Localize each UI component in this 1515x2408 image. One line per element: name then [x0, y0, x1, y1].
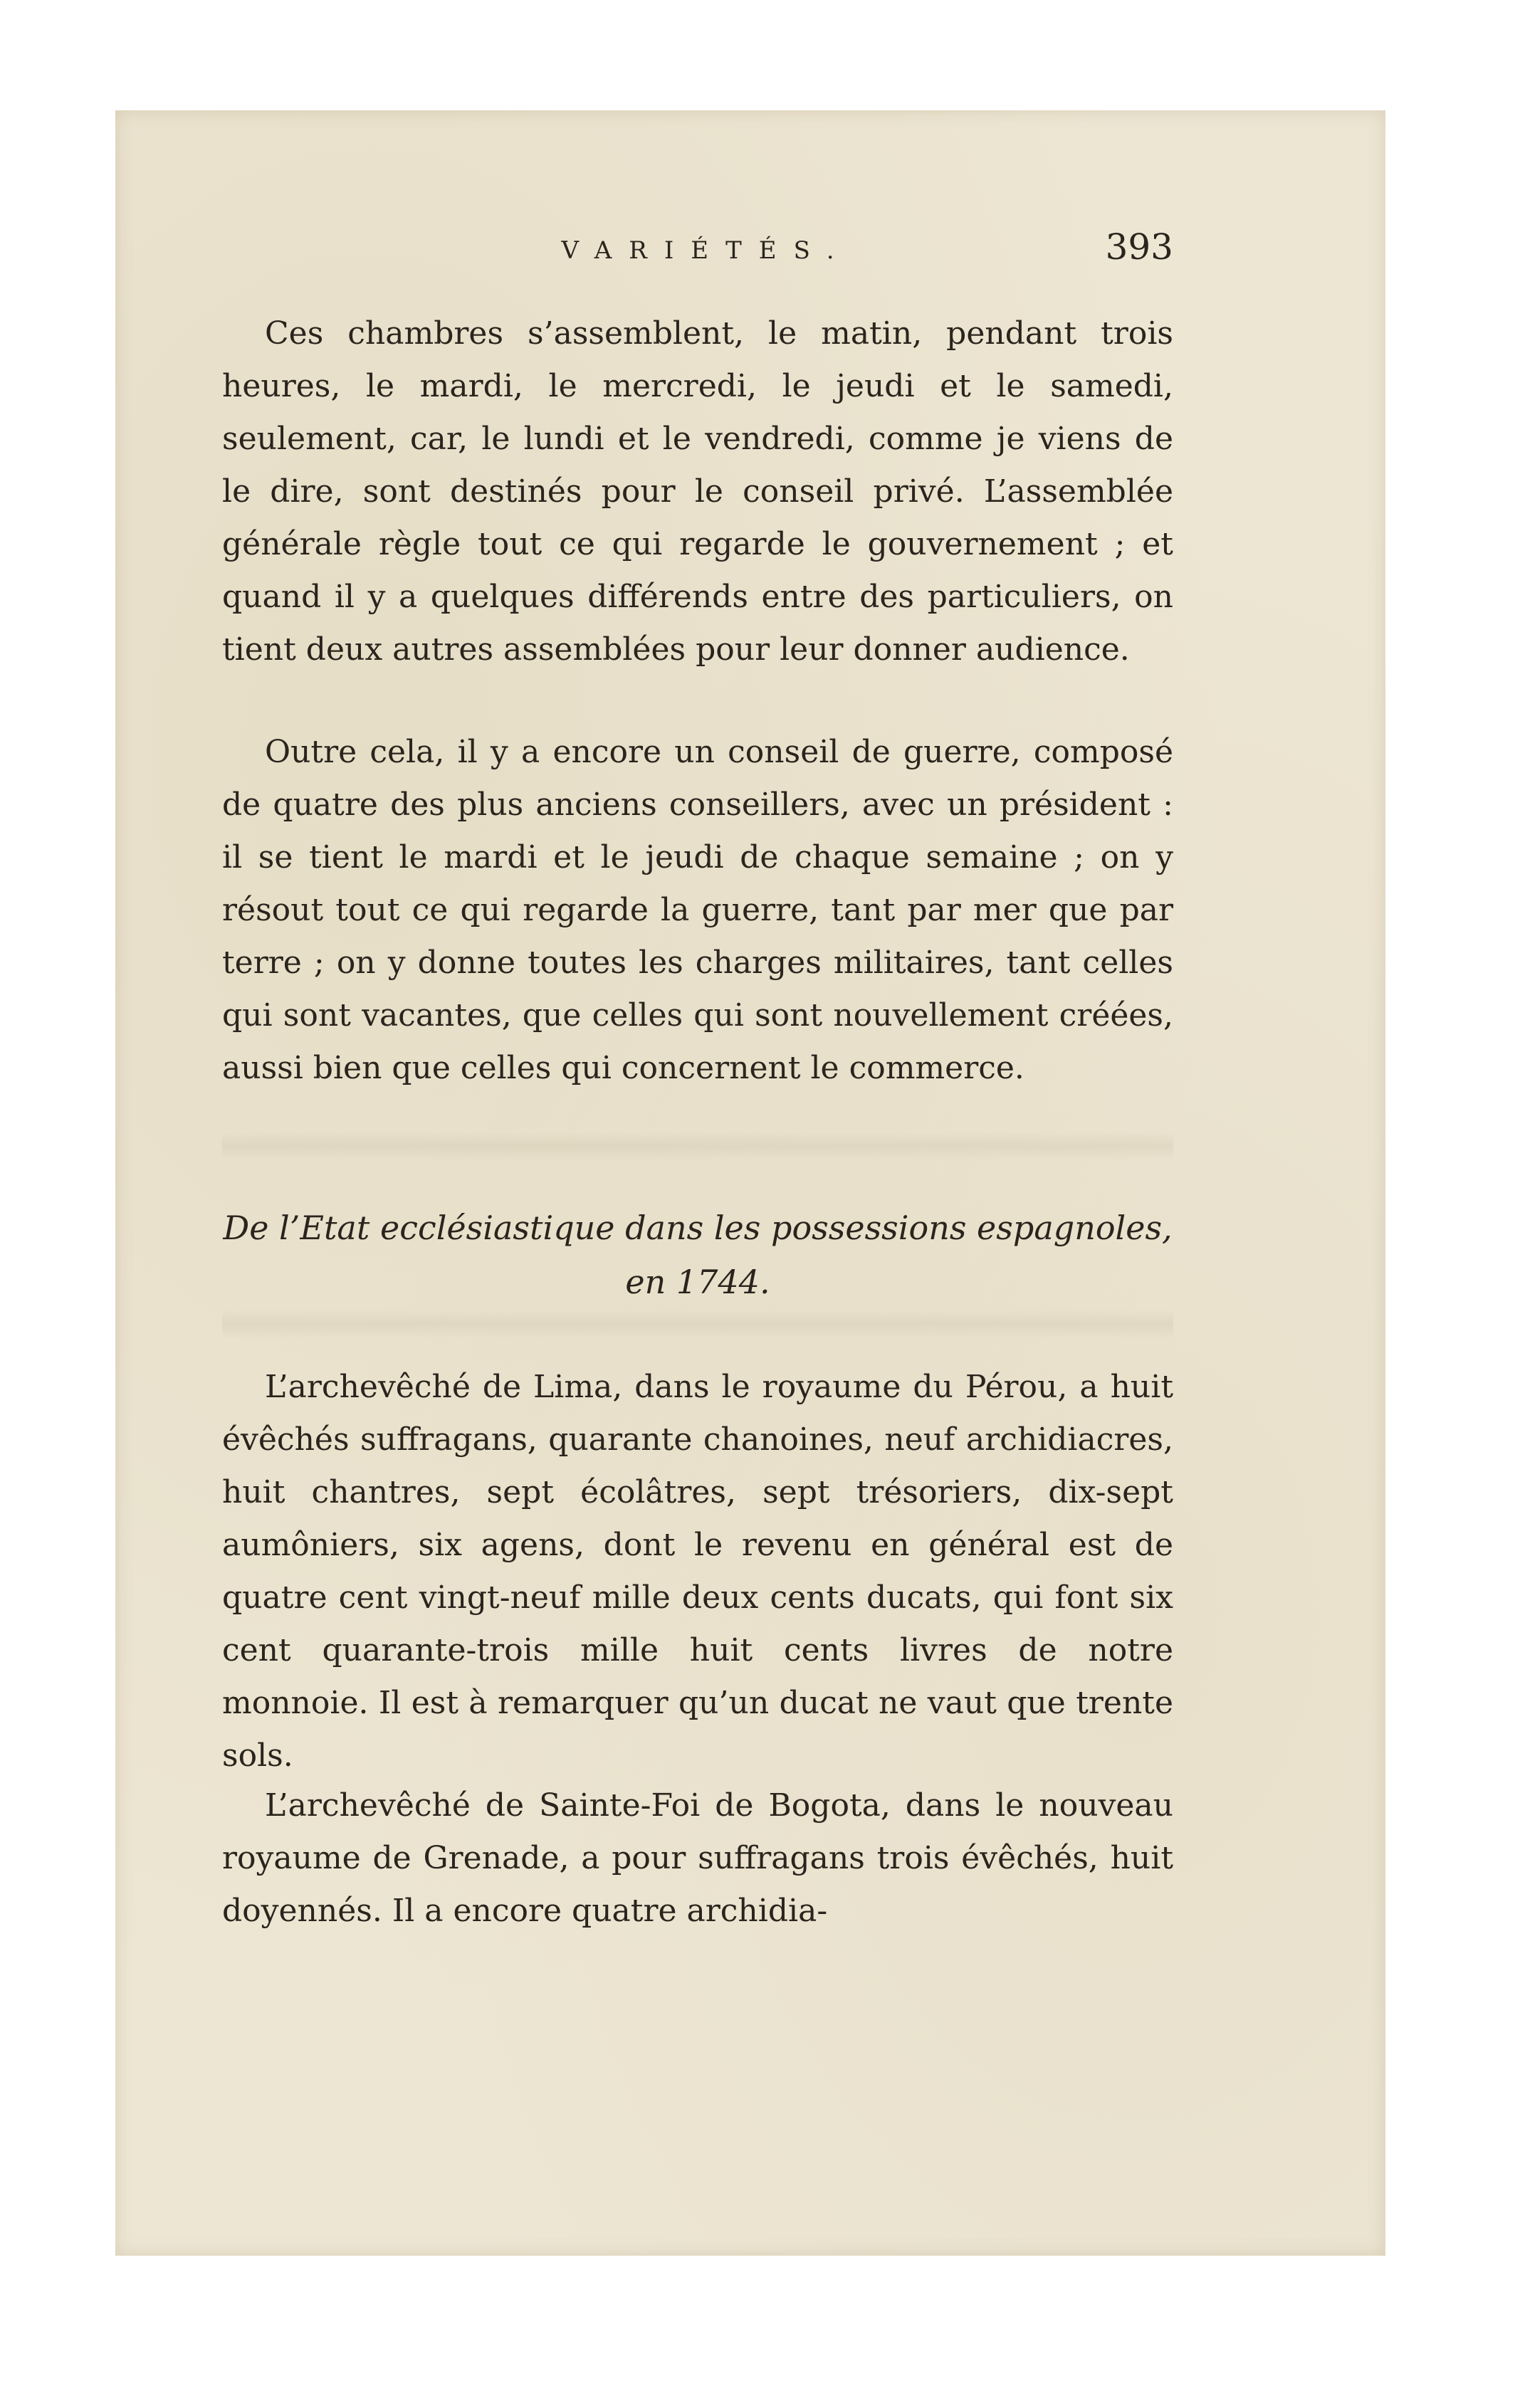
- show-through-bleed: [222, 1310, 1173, 1338]
- show-through-bleed: [222, 1132, 1173, 1160]
- paragraph-text: Ces chambres s’assemblent, le matin, pendant trois heures, le mardi, le mercredi, le jeudi et le samedi, seulement, car, le lundi et le vendredi, comme je viens de le dire, sont destinés pour le conseil privé. L’assemblée générale règle tout ce qui regarde le gouvernement ; et quand il y a quelques différends entre des particuliers, on tient deux autres assemblées pour leur donner audience.: [222, 315, 1173, 668]
- paragraph-bogota: [222, 1779, 1173, 1938]
- section-heading: De l’Etat ecclésiastique dans les possessions espagnoles, en 1744.: [223, 1209, 1173, 1301]
- page-header: [222, 226, 1173, 276]
- paragraph-text: Outre cela, il y a encore un conseil de guerre, composé de quatre des plus anciens conseillers, avec un président : il se tient le mardi et le jeudi de chaque semaine ; on y résout tout ce qui regarde la guerre, tant par mer que par terre ; on y donne toutes les charges militaires, tant celles qui sont vacantes, que celles qui sont nouvellement créées, aussi bien que celles qui concernent le commerce.: [222, 734, 1173, 1086]
- page-number: 393: [1105, 226, 1173, 268]
- paragraph-war-council: [222, 726, 1173, 1095]
- paragraph-chambers: [222, 307, 1173, 676]
- paragraph-text: L’archevêché de Sainte-Foi de Bogota, dans le nouveau royaume de Grenade, a pour suffragans trois évêchés, huit doyennés. Il a encore quatre archidia-: [222, 1787, 1173, 1929]
- paragraph-lima: [222, 1361, 1173, 1782]
- paragraph-text: L’archevêché de Lima, dans le royaume du Pérou, a huit évêchés suffragans, quarante chanoines, neuf archidiacres, huit chantres, sept écolâtres, sept trésoriers, dix-sept aumôniers, six agens, dont le revenu en général est de quatre cent vingt-neuf mille deux cents ducats, qui font six cent quarante-trois mille huit cents livres de notre monnoie. Il est à remarquer qu’un ducat ne vaut que trente sols.: [222, 1369, 1173, 1774]
- running-title: VARIÉTÉS.: [561, 236, 851, 265]
